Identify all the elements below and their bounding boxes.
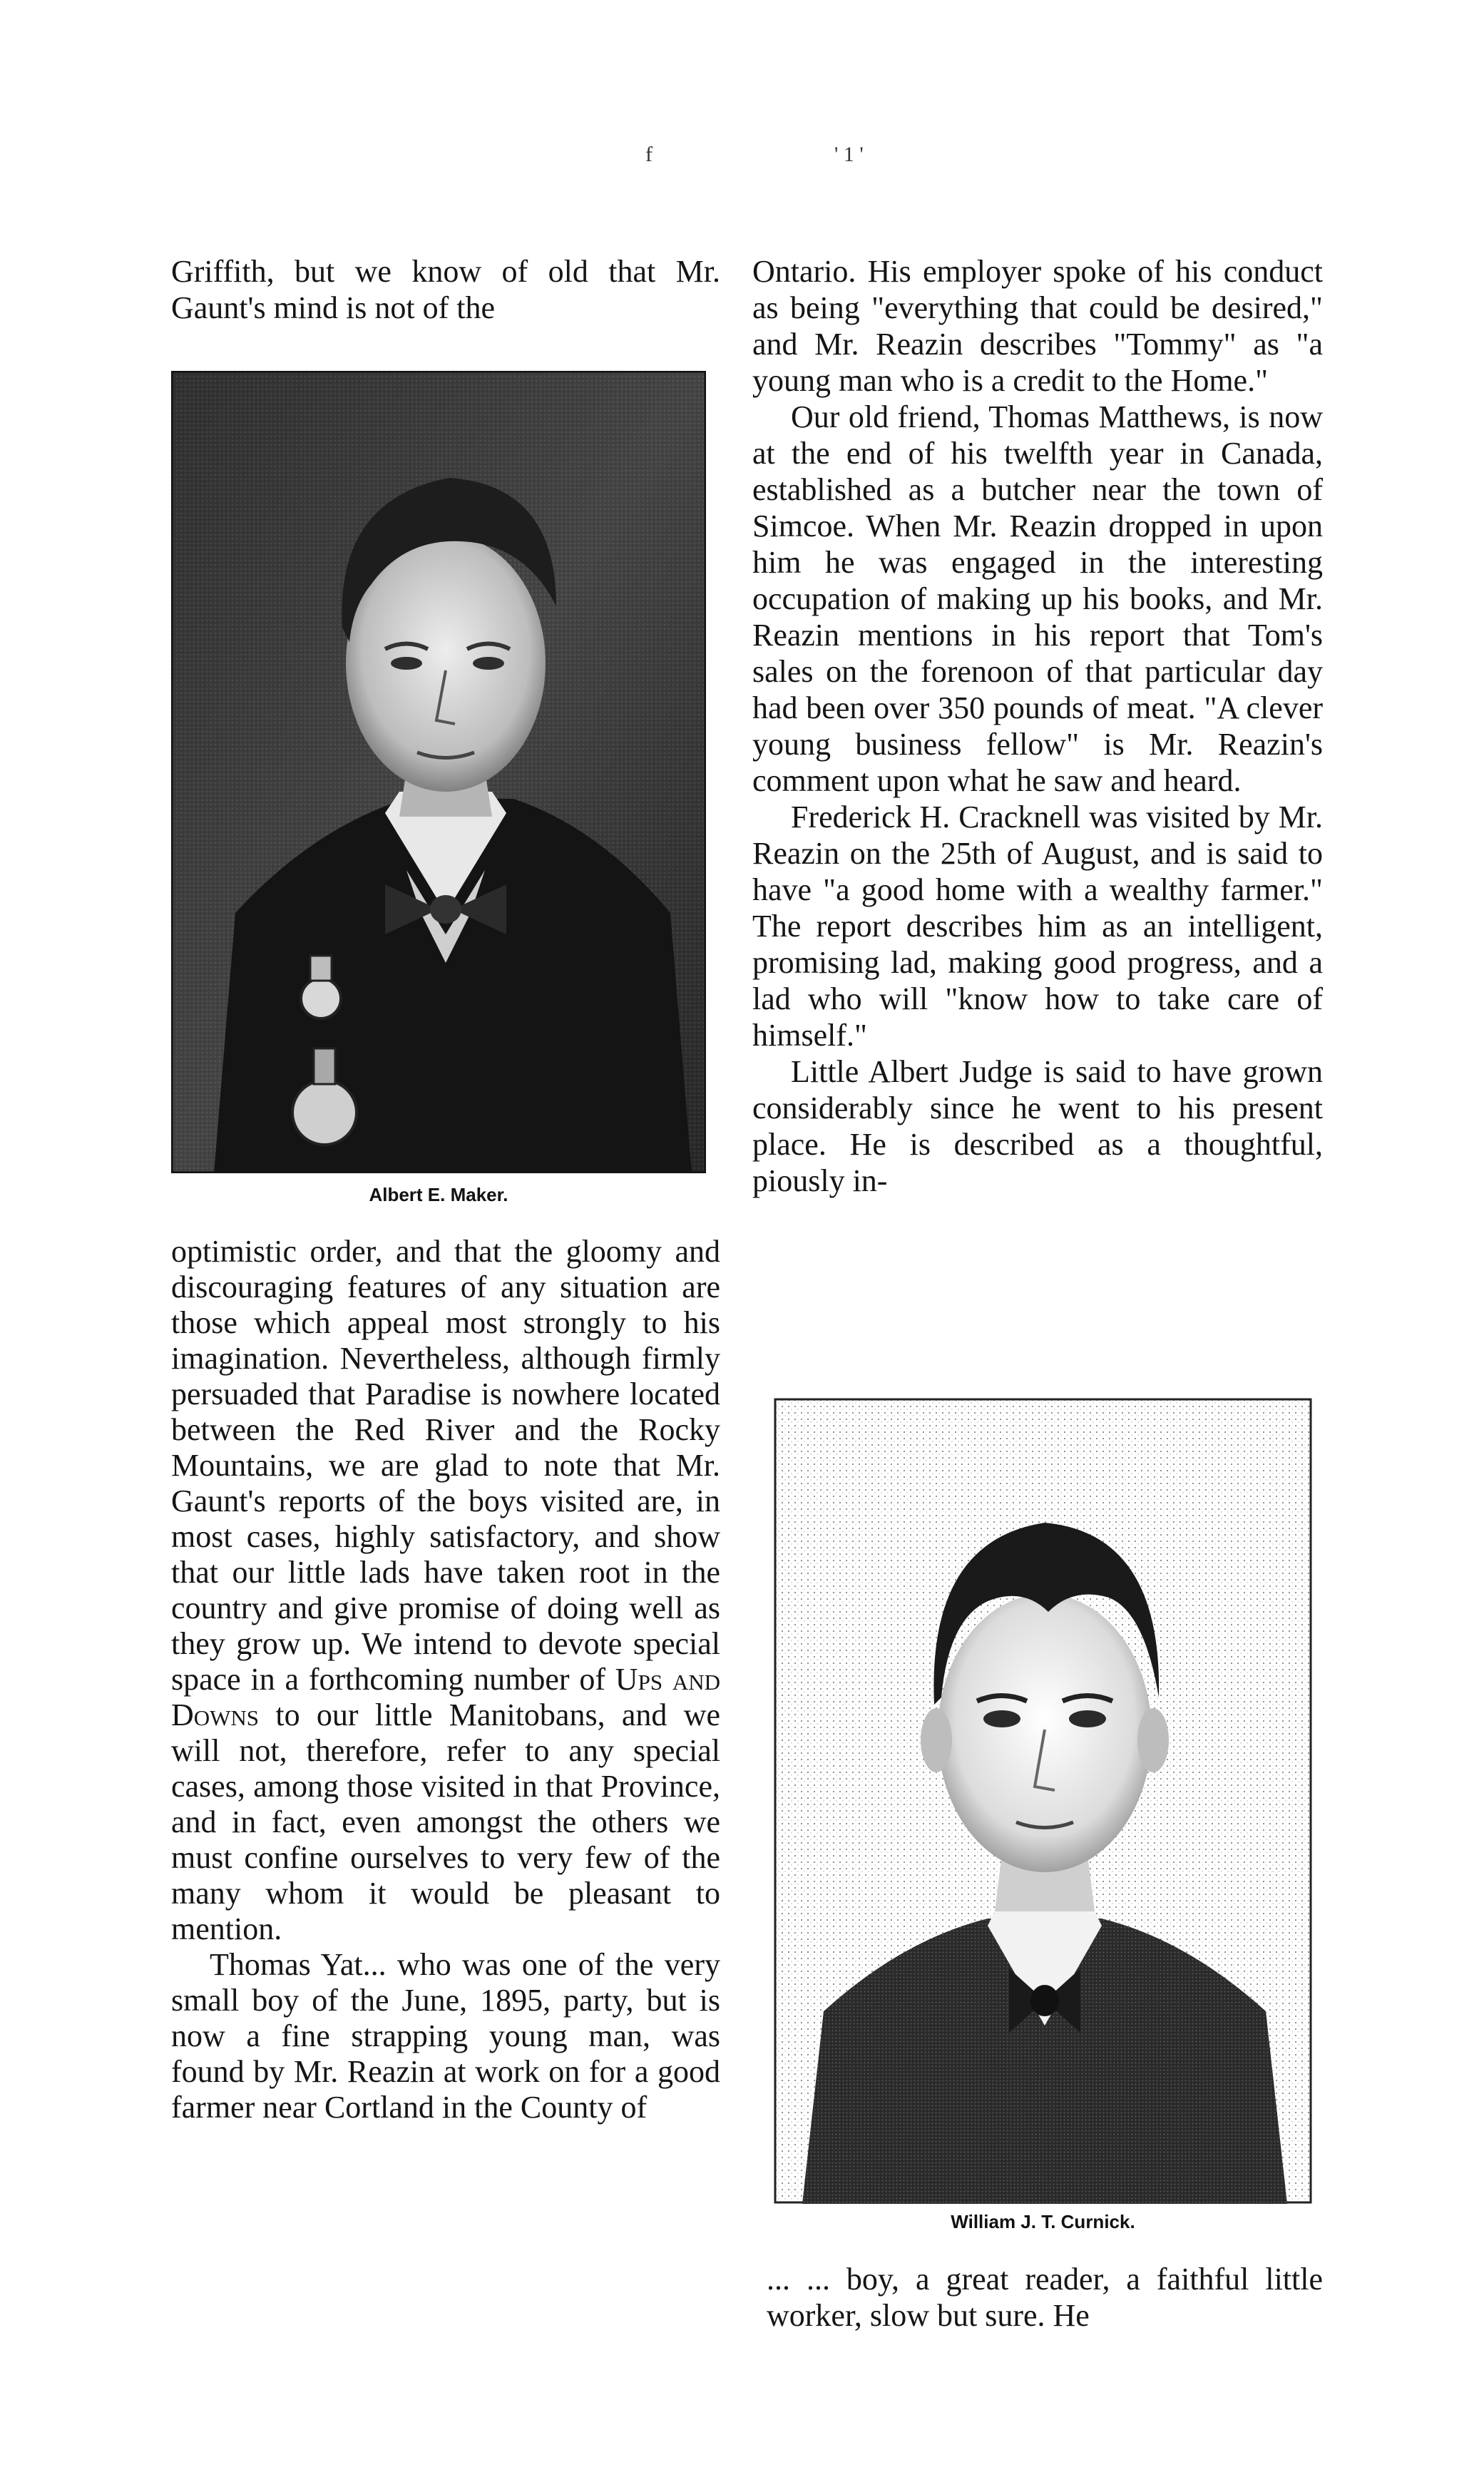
portrait-william-curnick	[774, 1398, 1312, 2204]
photo-caption-william-curnick: William J. T. Curnick.	[951, 2211, 1135, 2232]
right-para-2: Our old friend, Thomas Matthews, is now at the end of his twelfth year in Canada, established as a butcher near the town of Simcoe. When Mr. Reazin dropped in upon him he was engaged in the interesting occupation of making up his books, and Mr. Reazin mentions in his report that Tom's sales on the forenoon of that particular day had been over 350 pounds of meat. "A clever young business fellow" is Mr. Reazin's comment upon what he saw and heard.	[752, 399, 1323, 798]
left-top-paragraph: Griffith, but we know of old that Mr. Gaunt's mind is not of the	[171, 254, 720, 325]
page-mark-right: ' 1 '	[834, 143, 864, 166]
portrait-albert-maker	[171, 371, 706, 1173]
page-mark-left: f	[645, 143, 653, 166]
right-para-5: ... ... boy, a great reader, a faithful little worker, slow but sure. He	[767, 2262, 1323, 2333]
right-column-bottom	[767, 2261, 1323, 2339]
left-column-body	[171, 1234, 720, 2336]
photo-caption-albert-maker: Albert E. Maker.	[369, 1184, 508, 1205]
left-para-1: optimistic order, and that the gloomy and discouraging features of any situation are those which appeal most strongly to his imagination. Nevertheless, although firmly persuaded that Paradise is nowhere located between the Red River and the Rocky Mountains, we are glad to note that Mr. Gaunt's reports of the boys visited are, in most cases, highly satisfactory, and show that our little lads have taken root in the country and give promise of doing well as they grow up. We intend to devote special space in a forthcoming number of Ups and Downs to our little Manitobans, and we will not, therefore, refer to any special cases, among those visited in that Province, and in fact, even amongst the others we must confine ourselves to very few of the many whom it would be pleasant to mention.	[171, 1234, 720, 1946]
right-para-1: Ontario. His employer spoke of his conduct as being "everything that could be desired," and Mr. Reazin describes "Tommy" as "a young man who is a credit to the Home."	[752, 254, 1323, 398]
right-para-3: Frederick H. Cracknell was visited by Mr. Reazin on the 25th of August, and is said to have "a good home with a wealthy farmer." The report describes him as an intelligent, promising lad, making good progress, and a lad who will "know how to take care of himself."	[752, 800, 1323, 1053]
right-column-top	[752, 253, 1323, 1412]
right-para-4: Little Albert Judge is said to have grown considerably since he went to his present place. He is described as a thoughtful, piously in-	[752, 1054, 1323, 1198]
left-para-2: Thomas Yat... who was one of the very small boy of the June, 1895, party, but is now a fine strapping young man, was found by Mr. Reazin at work on for a good farmer near Cortland in the County of	[171, 1947, 720, 2125]
left-column-top	[171, 253, 720, 332]
magazine-name: Ups and Downs	[171, 1662, 720, 1732]
